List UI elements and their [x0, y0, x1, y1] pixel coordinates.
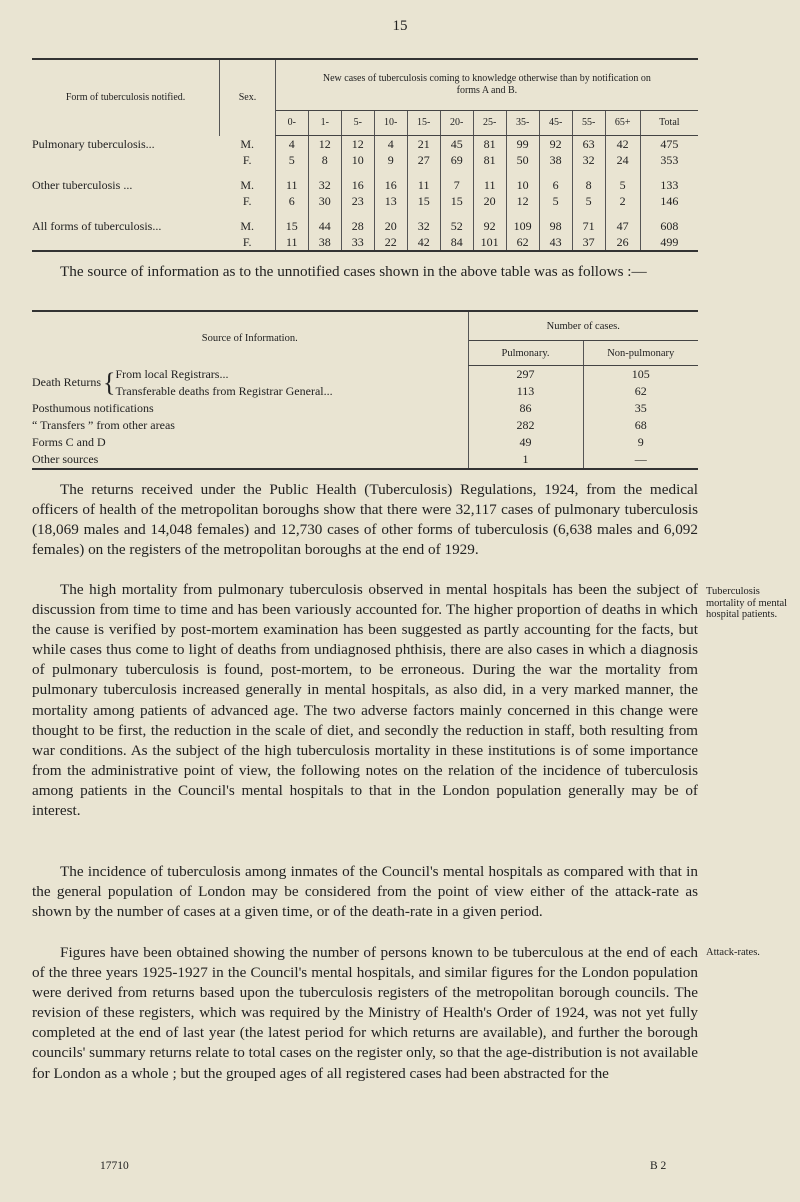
count-cell: 98 — [539, 218, 572, 234]
header-source: Source of Information. — [32, 311, 468, 366]
table-row — [32, 152, 698, 168]
count-cell: 15 — [275, 218, 308, 234]
non-pulmonary-count: 105 — [583, 366, 698, 384]
header-number-of-cases: Number of cases. — [468, 311, 698, 341]
count-cell: 109 — [506, 218, 539, 234]
count-cell: 20 — [374, 218, 407, 234]
count-cell: 8 — [308, 152, 341, 168]
age-header: 5- — [341, 111, 374, 136]
header-form: Form of tuberculosis notified. — [32, 59, 220, 136]
count-cell: 22 — [374, 234, 407, 251]
form-label — [32, 234, 220, 251]
death-returns-label: Death Returns — [32, 375, 101, 390]
table-row — [32, 136, 698, 153]
count-cell: 10 — [341, 152, 374, 168]
count-cell: 15 — [440, 193, 473, 209]
intro-paragraph: The source of information as to the unnotified cases shown in the above table was as follows :— — [60, 263, 647, 280]
count-cell: 499 — [640, 234, 698, 251]
count-cell: 146 — [640, 193, 698, 209]
sex-cell: F. — [242, 194, 252, 208]
count-cell: 33 — [341, 234, 374, 251]
count-cell: 37 — [572, 234, 605, 251]
form-label: All forms of tuberculosis... — [32, 219, 162, 233]
age-header: 1- — [308, 111, 341, 136]
count-cell: 44 — [308, 218, 341, 234]
table-row — [32, 234, 698, 251]
pulmonary-count: 86 — [468, 400, 583, 417]
age-header: 15- — [407, 111, 440, 136]
count-cell: 9 — [374, 152, 407, 168]
count-cell: 5 — [275, 152, 308, 168]
footer-print-code: 17710 — [100, 1160, 129, 1172]
count-cell: 50 — [506, 152, 539, 168]
count-cell: 8 — [572, 177, 605, 193]
sex-cell: F. — [220, 234, 276, 251]
non-pulmonary-count: 9 — [583, 434, 698, 451]
margin-note-attack-rates: Attack-rates. — [706, 947, 760, 958]
table-row — [32, 417, 698, 434]
age-header: 20- — [440, 111, 473, 136]
count-cell: 52 — [440, 218, 473, 234]
count-cell: 92 — [539, 136, 572, 153]
pulmonary-count: 282 — [468, 417, 583, 434]
count-cell: 71 — [572, 218, 605, 234]
paragraph-incidence: The incidence of tuberculosis among inmates of the Council's mental hospitals as compared with that in the general population of London may be considered from the point of view either of the attack-rate as shown by the number of cases at a given time, or of the death-rate in a given period. — [32, 863, 698, 921]
age-header: 35- — [506, 111, 539, 136]
age-header: 45- — [539, 111, 572, 136]
age-header: 25- — [473, 111, 506, 136]
count-cell: 30 — [308, 193, 341, 209]
count-cell: 6 — [275, 193, 308, 209]
count-cell: 10 — [506, 177, 539, 193]
source-label: Transferable deaths from Registrar General... — [115, 383, 333, 398]
count-cell: 608 — [640, 218, 698, 234]
count-cell: 43 — [539, 234, 572, 251]
page-number: 15 — [392, 18, 408, 34]
paragraph-returns: The returns received under the Public Health (Tuberculosis) Regulations, 1924, from the medical officers of health of the metropolitan boroughs show that there were 32,117 cases of pulmonary tuberculosis (18,069 males and 14,048 females) and 12,730 cases of other forms of tuberculosis (6,638 males and 6,092 females) on the registers of the metropolitan boroughs at the end of 1929. — [32, 481, 698, 559]
count-cell: 16 — [374, 177, 407, 193]
table-row — [32, 434, 698, 451]
count-cell: 32 — [572, 152, 605, 168]
non-pulmonary-count: 68 — [583, 417, 698, 434]
count-cell: 12 — [341, 136, 374, 153]
count-cell: 353 — [640, 152, 698, 168]
age-header: 55- — [572, 111, 605, 136]
age-header: Total — [640, 111, 698, 136]
brace-symbol: { — [102, 367, 116, 397]
pulmonary-count: 49 — [468, 434, 583, 451]
count-cell: 11 — [407, 177, 440, 193]
count-cell: 99 — [506, 136, 539, 153]
pulmonary-count: 297 — [468, 366, 583, 384]
count-cell: 7 — [440, 177, 473, 193]
source-label: Forms C and D — [32, 435, 106, 449]
count-cell: 69 — [440, 152, 473, 168]
pulmonary-count: 1 — [468, 451, 583, 469]
count-cell: 6 — [539, 177, 572, 193]
age-header: 65+ — [605, 111, 640, 136]
count-cell: 42 — [605, 136, 640, 153]
count-cell: 475 — [640, 136, 698, 153]
sex-cell: M. — [240, 136, 255, 151]
count-cell: 42 — [407, 234, 440, 251]
count-cell: 15 — [407, 193, 440, 209]
header-non-pulmonary: Non-pulmonary — [583, 341, 698, 366]
count-cell: 12 — [506, 193, 539, 209]
non-pulmonary-count: — — [583, 451, 698, 469]
sex-cell: M. — [240, 219, 255, 233]
count-cell: 81 — [473, 152, 506, 168]
source-label: Posthumous notifications — [32, 401, 154, 415]
margin-note-mortality: Tuberculosis mortality of mental hospital patients. — [706, 586, 788, 620]
count-cell: 4 — [275, 136, 308, 153]
paragraph-figures: Figures have been obtained showing the number of persons known to be tuberculous at the end of each of the three years 1925-1927 in the Council's mental hospitals, and similar figures for the London population were derived from returns based upon the tuberculosis registers of the metropolitan borough councils. The revision of these registers, which was required by the Ministry of Health's Order of 1924, was not yet fully completed at the end of last year (the latest period for which returns are available), and further the borough councils' summary returns relate to total cases on the register only, so that the age-distribution is not available for London as a whole ; but the grouped ages of all registered cases had been abstracted for the — [32, 944, 698, 1082]
form-label: Pulmonary tuberculosis... — [32, 136, 155, 151]
count-cell: 32 — [308, 177, 341, 193]
source-label: From local Registrars... — [115, 366, 229, 381]
age-header: 0- — [275, 111, 308, 136]
count-cell: 24 — [605, 152, 640, 168]
count-cell: 28 — [341, 218, 374, 234]
count-cell: 32 — [407, 218, 440, 234]
header-new-cases: New cases of tuberculosis coming to knowledge otherwise than by notification on forms A and B. — [275, 59, 698, 111]
age-header: 10- — [374, 111, 407, 136]
table-row — [32, 218, 698, 234]
source-label: “ Transfers ” from other areas — [32, 418, 175, 432]
sex-cell: M. — [240, 178, 255, 192]
table-row — [32, 366, 698, 384]
count-cell: 81 — [473, 136, 506, 153]
count-cell: 16 — [341, 177, 374, 193]
count-cell: 27 — [407, 152, 440, 168]
source-label: Other sources — [32, 451, 468, 469]
count-cell: 38 — [539, 152, 572, 168]
non-pulmonary-count: 35 — [583, 400, 698, 417]
count-cell: 5 — [539, 193, 572, 209]
count-cell: 4 — [374, 136, 407, 153]
count-cell: 133 — [640, 177, 698, 193]
count-cell: 47 — [605, 218, 640, 234]
count-cell: 11 — [275, 177, 308, 193]
form-label — [32, 193, 220, 209]
header-pulmonary: Pulmonary. — [468, 341, 583, 366]
paragraph-mortality: The high mortality from pulmonary tuberculosis observed in mental hospitals has been the subject of discussion from time to time and has been variously accounted for. The higher proportion of deaths in which the cause is verified by post-mortem examination has been suggested as partly accounting for the facts, but while cases thus come to light of deaths from undiagnosed phthisis, there are also cases in which a diagnosis of pulmonary tuberculosis is found, post-mortem, to be erroneous. During the war the mortality from pulmonary tuberculosis increased generally in mental hospitals, as also did, in a very marked manner, the mortality among patients of advanced age. The two adverse factors mainly concerned in this change were thought to be first, the reduction in the scale of diet, and secondly the reduction in staff, both resulting from war conditions. As the subject of the high tuberculosis mortality in these institutions is of some importance from the administrative point of view, the following notes on the relation of the incidence of tuberculosis among patients in the Council's mental hospitals to that in the London population generally may be of interest. — [32, 581, 698, 820]
count-cell: 26 — [605, 234, 640, 251]
count-cell: 38 — [308, 234, 341, 251]
count-cell: 21 — [407, 136, 440, 153]
count-cell: 92 — [473, 218, 506, 234]
count-cell: 84 — [440, 234, 473, 251]
pulmonary-count: 113 — [468, 383, 583, 400]
count-cell: 12 — [308, 136, 341, 153]
count-cell: 63 — [572, 136, 605, 153]
table-row — [32, 400, 698, 417]
count-cell: 23 — [341, 193, 374, 209]
count-cell: 45 — [440, 136, 473, 153]
new-cases-table — [32, 58, 698, 252]
form-label: Other tuberculosis ... — [32, 178, 133, 192]
table-row — [32, 177, 698, 193]
non-pulmonary-count: 62 — [583, 383, 698, 400]
count-cell: 101 — [473, 234, 506, 251]
table-row — [32, 193, 698, 209]
count-cell: 5 — [572, 193, 605, 209]
count-cell: 13 — [374, 193, 407, 209]
count-cell: 5 — [605, 177, 640, 193]
footer-signature: B 2 — [650, 1160, 667, 1172]
count-cell: 62 — [506, 234, 539, 251]
count-cell: 11 — [473, 177, 506, 193]
count-cell: 2 — [605, 193, 640, 209]
header-sex: Sex. — [220, 59, 276, 136]
count-cell: 20 — [473, 193, 506, 209]
source-table — [32, 310, 698, 470]
table-row — [32, 451, 698, 469]
sex-cell: F. — [242, 153, 252, 167]
count-cell: 11 — [275, 234, 308, 251]
form-label — [32, 152, 220, 168]
